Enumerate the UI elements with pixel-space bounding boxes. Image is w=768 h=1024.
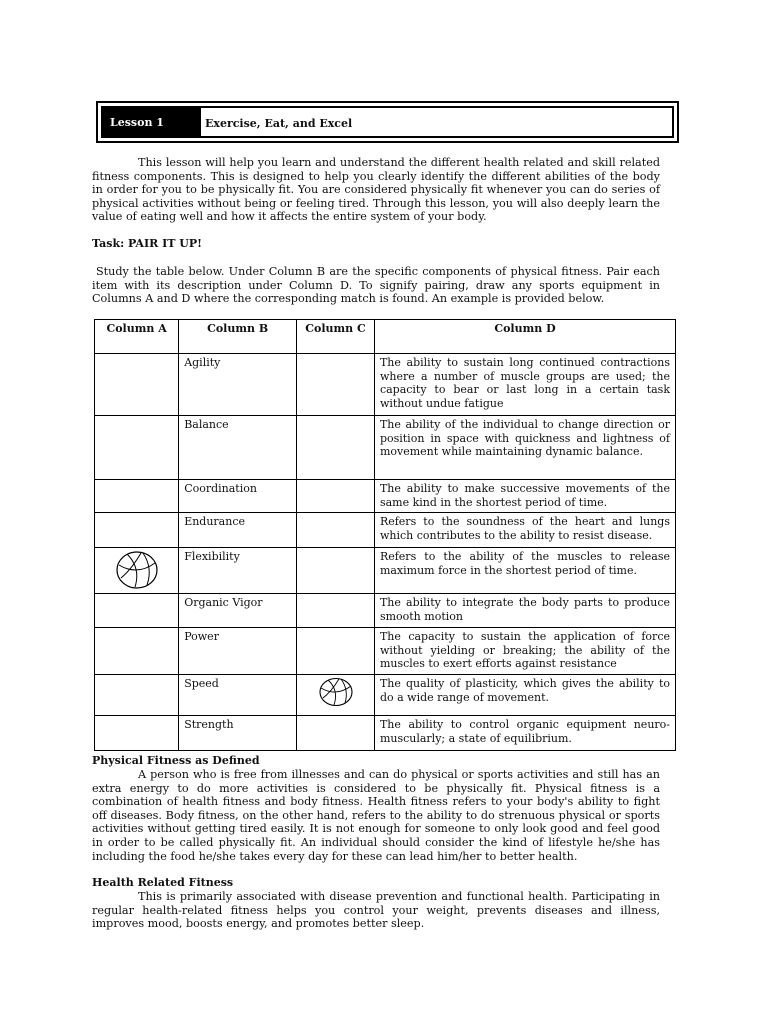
description-cell: The ability to control organic equipment neuro-muscularly; a state of equilibrium. [374,715,675,750]
description-cell: Refers to the soundness of the heart and lungs which contributes to the ability to resist disease. [374,513,675,548]
table-row [95,674,676,715]
description-cell: The ability of the individual to change direction or position in space with quickness and lightness of movement while maintaining dynamic balance. [374,416,675,480]
section-heading-physical-fitness: Physical Fitness as Defined [92,754,260,767]
lesson-banner [96,101,679,143]
column-c-cell[interactable] [297,354,375,416]
column-a-cell[interactable] [95,548,179,594]
table-row [95,416,676,480]
component-cell: Power [179,628,297,675]
column-c-cell[interactable] [297,513,375,548]
column-a-cell[interactable] [95,674,179,715]
basketball-icon [115,550,159,590]
component-cell: Speed [179,674,297,715]
column-a-header: Column A [95,320,179,354]
column-a-cell[interactable] [95,628,179,675]
column-c-header: Column C [297,320,375,354]
table-row [95,480,676,513]
table-row [95,513,676,548]
column-a-cell[interactable] [95,354,179,416]
table-row [95,548,676,594]
description-cell: The ability to make successive movements of the same kind in the shortest period of time. [374,480,675,513]
lesson-title: Exercise, Eat, and Excel [201,106,674,138]
component-cell: Organic Vigor [179,594,297,628]
section-body-physical-fitness: A person who is free from illnesses and can do physical or sports activities and still has an extra energy to do more activities is considered to be physically fit. Physical fitness is a combination of health fitness and body fitness. Health fitness refers to your body's ability to fight off diseases. Body fitness, on the other hand, refers to the ability to do strenuous physical or sports activities without getting tired easily. It is not enough for someone to only look good and feel good in order to be called physically fit. An individual should consider the kind of lifestyle he/she has including the food he/she takes every day for these can lead him/her to better health. [92,768,660,863]
description-cell: The quality of plasticity, which gives the ability to do a wide range of movement. [374,674,675,715]
column-a-cell[interactable] [95,513,179,548]
description-cell: Refers to the ability of the muscles to release maximum force in the shortest period of time. [374,548,675,594]
column-c-cell[interactable] [297,416,375,480]
column-a-cell[interactable] [95,715,179,750]
column-c-cell[interactable] [297,674,375,715]
column-b-header: Column B [179,320,297,354]
column-a-cell[interactable] [95,416,179,480]
component-cell: Coordination [179,480,297,513]
table-row [95,354,676,416]
component-cell: Flexibility [179,548,297,594]
column-c-cell[interactable] [297,715,375,750]
table-row [95,594,676,628]
section-heading-health-related: Health Related Fitness [92,876,234,889]
component-cell: Strength [179,715,297,750]
intro-paragraph: This lesson will help you learn and understand the different health related and skill related fitness components. This is designed to help you clearly identify the different abilities of the body in order for you to be physically fit. You are considered physically fit whenever you can do series of physical activities without being or feeling tired. Through this lesson, you will also deeply learn the value of eating well and how it affects the entire system of your body. [92,156,660,224]
component-cell: Endurance [179,513,297,548]
lesson-label: Lesson 1 [101,106,201,138]
column-d-header: Column D [374,320,675,354]
column-c-cell[interactable] [297,548,375,594]
table-row [95,715,676,750]
column-c-cell[interactable] [297,594,375,628]
column-a-cell[interactable] [95,480,179,513]
component-cell: Agility [179,354,297,416]
basketball-icon [318,677,354,707]
section-body-health-related: This is primarily associated with disease prevention and functional health. Participating in regular health-related fitness helps you control your weight, prevents diseases and illness, improves mood, boosts energy, and promotes better sleep. [92,890,660,931]
description-cell: The ability to sustain long continued contractions where a number of muscle groups are used; the capacity to bear or last long in a certain task without undue fatigue [374,354,675,416]
description-cell: The ability to integrate the body parts to produce smooth motion [374,594,675,628]
pairing-table [94,319,676,751]
column-c-cell[interactable] [297,628,375,675]
task-instructions: Study the table below. Under Column B are the specific components of physical fitness. Pair each item with its description under Column D. To signify pairing, draw any sports equipment in Columns A and D where the corresponding match is found. An example is provided below. [92,265,660,306]
component-cell: Balance [179,416,297,480]
column-a-cell[interactable] [95,594,179,628]
task-heading: Task: PAIR IT UP! [92,237,202,250]
table-header-row [95,320,676,354]
description-cell: The capacity to sustain the application of force without yielding or breaking; the ability of the muscles to exert efforts against resistance [374,628,675,675]
column-c-cell[interactable] [297,480,375,513]
table-row [95,628,676,675]
